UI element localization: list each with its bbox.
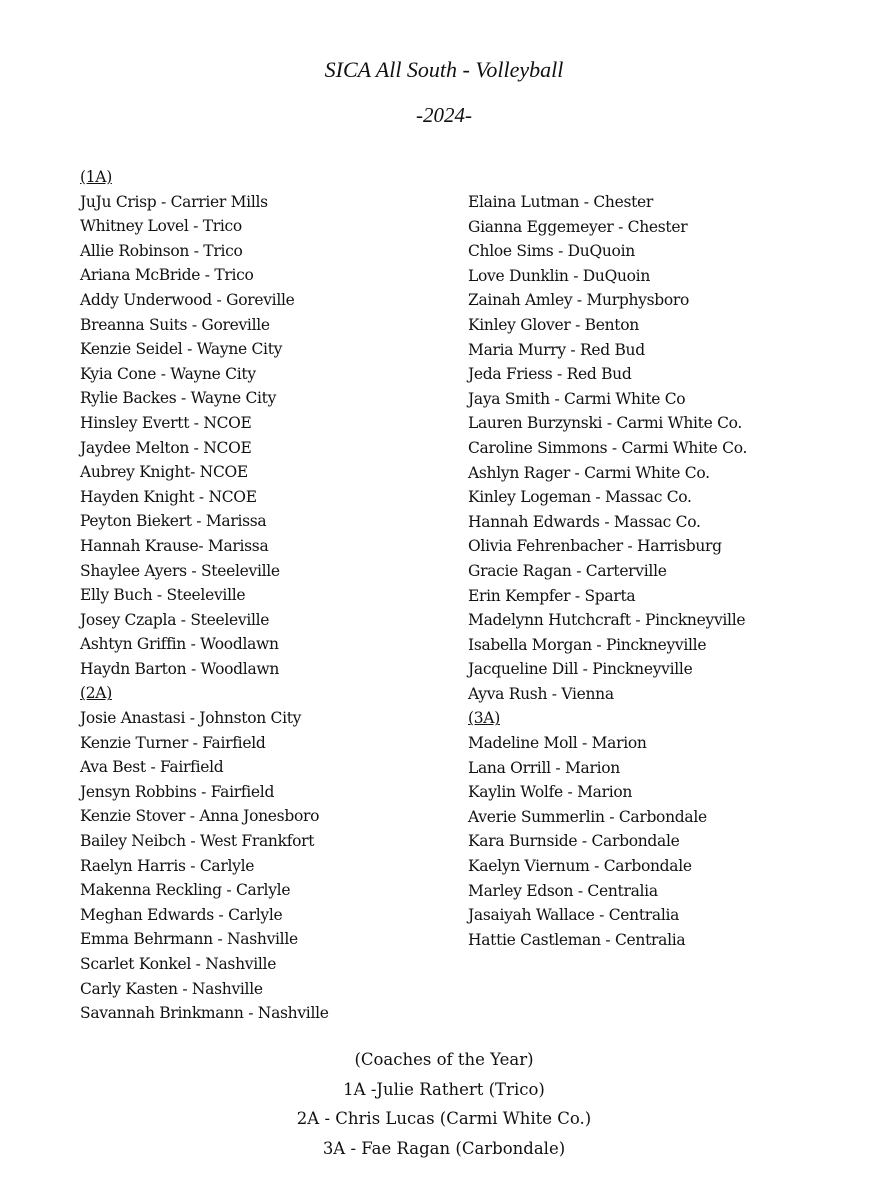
player-entry: Ava Best - Fairfield (80, 758, 224, 777)
player-entry: Breanna Suits - Goreville (80, 315, 270, 334)
player-entry: Maria Murry - Red Bud (468, 340, 645, 359)
player-entry: Kenzie Seidel - Wayne City (80, 340, 283, 359)
player-entry: Josie Anastasi - Johnston City (80, 709, 302, 728)
player-entry: Ariana McBride - Trico (80, 266, 254, 285)
division-heading: (3A) (468, 709, 500, 728)
player-entry: Chloe Sims - DuQuoin (468, 242, 635, 261)
division-heading: (1A) (80, 168, 112, 186)
player-entry: Kinley Logeman - Massac Co. (468, 488, 692, 507)
player-entry: Jeda Friess - Red Bud (468, 365, 632, 384)
player-entry: Madelynn Hutchcraft - Pinckneyville (468, 611, 746, 630)
player-entry: Madeline Moll - Marion (468, 734, 647, 753)
player-entry: Peyton Biekert - Marissa (80, 512, 267, 531)
player-entry: Allie Robinson - Trico (80, 241, 243, 260)
player-entry: Kinley Glover - Benton (468, 315, 639, 334)
player-entry: Emma Behrmann - Nashville (80, 930, 298, 949)
player-entry: Ashtyn Griffin - Woodlawn (80, 635, 279, 654)
coach-line-3a: 3A - Fae Ragan (Carbondale) (322, 1138, 566, 1158)
player-entry: Gianna Eggemeyer - Chester (468, 217, 688, 236)
player-entry: Makenna Reckling - Carlyle (80, 881, 291, 900)
player-entry: Kaylin Wolfe - Marion (468, 783, 633, 802)
player-entry: Kenzie Turner - Fairfield (80, 733, 266, 752)
player-entry: Zainah Amley - Murphysboro (468, 291, 690, 310)
coaches-of-the-year (0, 1045, 888, 1163)
division-heading: (2A) (80, 684, 112, 703)
player-entry: Hayden Knight - NCOE (80, 487, 257, 506)
player-entry: Shaylee Ayers - Steeleville (80, 561, 280, 580)
player-entry: Elly Buch - Steeleville (80, 586, 246, 605)
player-entry: Josey Czapla - Steeleville (80, 610, 270, 629)
player-entry: Lauren Burzynski - Carmi White Co. (468, 414, 743, 433)
document-year: -2024- (416, 103, 472, 127)
player-entry: Elaina Lutman - Chester (468, 193, 654, 211)
player-entry: Ayva Rush - Vienna (468, 684, 614, 703)
player-entry: Kaelyn Viernum - Carbondale (468, 857, 692, 876)
coaches-heading: (Coaches of the Year) (354, 1050, 534, 1069)
player-entry: JuJu Crisp - Carrier Mills (80, 192, 268, 211)
player-entry: Hinsley Evertt - NCOE (80, 413, 252, 432)
player-entry: Savannah Brinkmann - Nashville (80, 1004, 329, 1023)
player-entry: Haydn Barton - Woodlawn (80, 659, 280, 678)
player-entry: Ashlyn Rager - Carmi White Co. (468, 463, 710, 482)
left-column (80, 165, 329, 1026)
player-entry: Raelyn Harris - Carlyle (80, 856, 255, 875)
player-entry: Hattie Castleman - Centralia (468, 930, 686, 949)
coach-line-2a: 2A - Chris Lucas (Carmi White Co.) (296, 1109, 592, 1128)
player-entry: Jacqueline Dill - Pinckneyville (468, 660, 693, 679)
player-entry: Hannah Edwards - Massac Co. (468, 512, 701, 531)
player-entry: Jaydee Melton - NCOE (80, 438, 252, 457)
player-entry: Carly Kasten - Nashville (80, 979, 263, 998)
player-entry: Marley Edson - Centralia (468, 881, 658, 900)
player-entry: Rylie Backes - Wayne City (80, 389, 277, 408)
player-entry: Love Dunklin - DuQuoin (468, 266, 651, 285)
player-entry: Jasaiyah Wallace - Centralia (468, 906, 680, 925)
player-entry: Aubrey Knight- NCOE (80, 463, 248, 482)
right-column (468, 190, 747, 952)
player-entry: Hannah Krause- Marissa (80, 536, 269, 555)
player-entry: Whitney Lovel - Trico (80, 217, 242, 236)
player-entry: Caroline Simmons - Carmi White Co. (468, 438, 748, 457)
player-entry: Isabella Morgan - Pinckneyville (468, 635, 707, 654)
player-entry: Erin Kempfer - Sparta (468, 586, 636, 605)
player-entry: Scarlet Konkel - Nashville (80, 955, 277, 973)
player-entry: Kyia Cone - Wayne City (80, 364, 256, 383)
player-entry: Lana Orrill - Marion (468, 758, 620, 777)
player-entry: Kara Burnside - Carbondale (468, 832, 680, 851)
player-entry: Jensyn Robbins - Fairfield (80, 782, 275, 801)
coach-line-1a: 1A -Julie Rathert (Trico) (343, 1079, 545, 1099)
document-title: SICA All South - Volleyball (324, 57, 564, 82)
player-entry: Meghan Edwards - Carlyle (80, 905, 283, 924)
player-entry: Gracie Ragan - Carterville (468, 561, 667, 580)
player-entry: Addy Underwood - Goreville (80, 290, 295, 309)
player-entry: Kenzie Stover - Anna Jonesboro (80, 807, 320, 826)
player-entry: Averie Summerlin - Carbondale (468, 807, 707, 826)
player-entry: Olivia Fehrenbacher - Harrisburg (468, 537, 722, 556)
player-entry: Jaya Smith - Carmi White Co (468, 389, 686, 408)
player-entry: Bailey Neibch - West Frankfort (80, 832, 315, 851)
